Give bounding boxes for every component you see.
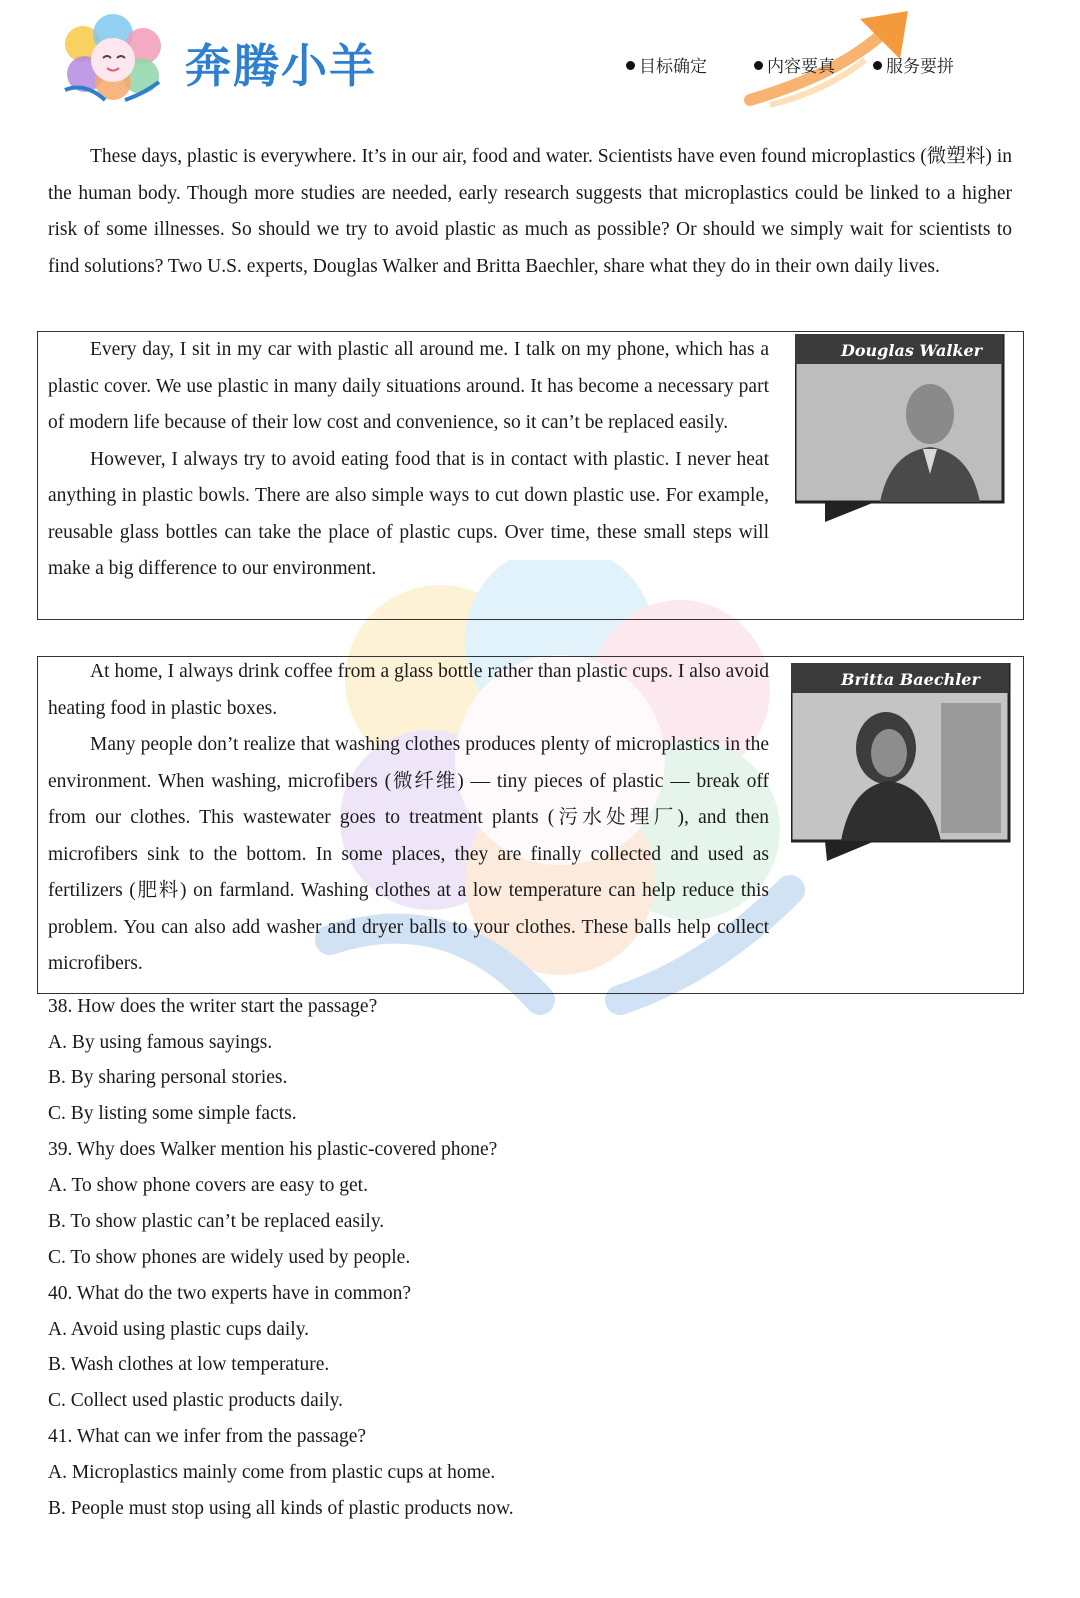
walker-photo — [795, 334, 1005, 524]
answer-option: A. Microplastics mainly come from plastic cups at home. — [48, 1462, 496, 1483]
answer-option: B. By sharing personal stories. — [48, 1067, 288, 1088]
intro-paragraph: These days, plastic is everywhere. It’s in our air, food and water. Scientists have even found microplastics (微塑料) in the human body. Though more studies are needed, early research suggests that microplastics could be linked to a higher risk of some illnesses. So should we try to avoid plastic as much as possible? Or should we simply wait for scientists to find solutions? Two U.S. experts, Douglas Walker and Britta Baechler, share what they do in their own daily lives. — [48, 146, 1012, 277]
answer-option: C. Collect used plastic products daily. — [48, 1390, 343, 1411]
answer-option: B. People must stop using all kinds of plastic products now. — [48, 1498, 514, 1519]
walker-photo-caption: Douglas Walker — [841, 341, 983, 360]
answer-option: C. To show phones are widely used by people. — [48, 1247, 411, 1268]
page-header — [0, 0, 1080, 120]
tagline-item: 内容要真 — [754, 52, 835, 77]
walker-paragraph: Every day, I sit in my car with plastic all around me. I talk on my phone, which has a plastic cover. We use plastic in many daily situations around. It has become a necessary part of modern life because of their low cost and convenience, so it can’t be replaced easily. — [48, 339, 769, 433]
walker-text — [48, 332, 769, 588]
baechler-photo-caption: Britta Baechler — [841, 670, 980, 689]
walker-paragraph: However, I always try to avoid eating food that is in contact with plastic. I never heat anything in plastic bowls. There are also simple ways to cut down plastic use. For example, reusable glass bottles can take the place of plastic cups. Over time, these small steps will make a big difference to our environment. — [48, 448, 769, 579]
taglines — [640, 52, 1040, 78]
answer-option: A. Avoid using plastic cups daily. — [48, 1319, 310, 1340]
walker-section — [37, 331, 1024, 620]
bullet-icon — [873, 61, 882, 70]
baechler-text — [48, 654, 769, 983]
question-stem: 38. How does the writer start the passage? — [48, 996, 378, 1017]
question-stem: 40. What do the two experts have in common? — [48, 1283, 412, 1304]
bullet-icon — [754, 61, 763, 70]
answer-option: C. By listing some simple facts. — [48, 1103, 297, 1124]
baechler-paragraph: At home, I always drink coffee from a glass bottle rather than plastic cups. I also avoid heating food in plastic boxes. — [48, 661, 769, 719]
answer-option: A. By using famous sayings. — [48, 1032, 273, 1053]
baechler-photo — [791, 663, 1013, 863]
bullet-icon — [626, 61, 635, 70]
question-stem: 41. What can we infer from the passage? — [48, 1426, 367, 1447]
baechler-section — [37, 656, 1024, 994]
question-stem: 39. Why does Walker mention his plastic-covered phone? — [48, 1139, 498, 1160]
tagline-item: 服务要拼 — [873, 52, 954, 77]
answer-option: B. Wash clothes at low temperature. — [48, 1354, 330, 1375]
baechler-paragraph: Many people don’t realize that washing clothes produces plenty of microplastics in the environment. When washing, microfibers (微纤维) — tiny pieces of plastic — break off from our clothes. This wastewater goes to treatment plants (污水处理厂), and then microfibers sink to the bottom. In some places, they are finally collected and used as fertilizers (肥料) on farmland. Washing clothes at a low temperature can help reduce this problem. You can also add washer and dryer balls to your clothes. These balls help collect microfibers. — [48, 734, 769, 974]
answer-option: A. To show phone covers are easy to get. — [48, 1175, 368, 1196]
answer-option: B. To show plastic can’t be replaced easily. — [48, 1211, 385, 1232]
brand-name: 奔腾小羊 — [185, 39, 377, 93]
tagline-item: 目标确定 — [626, 52, 707, 77]
logo-icon — [55, 12, 175, 108]
